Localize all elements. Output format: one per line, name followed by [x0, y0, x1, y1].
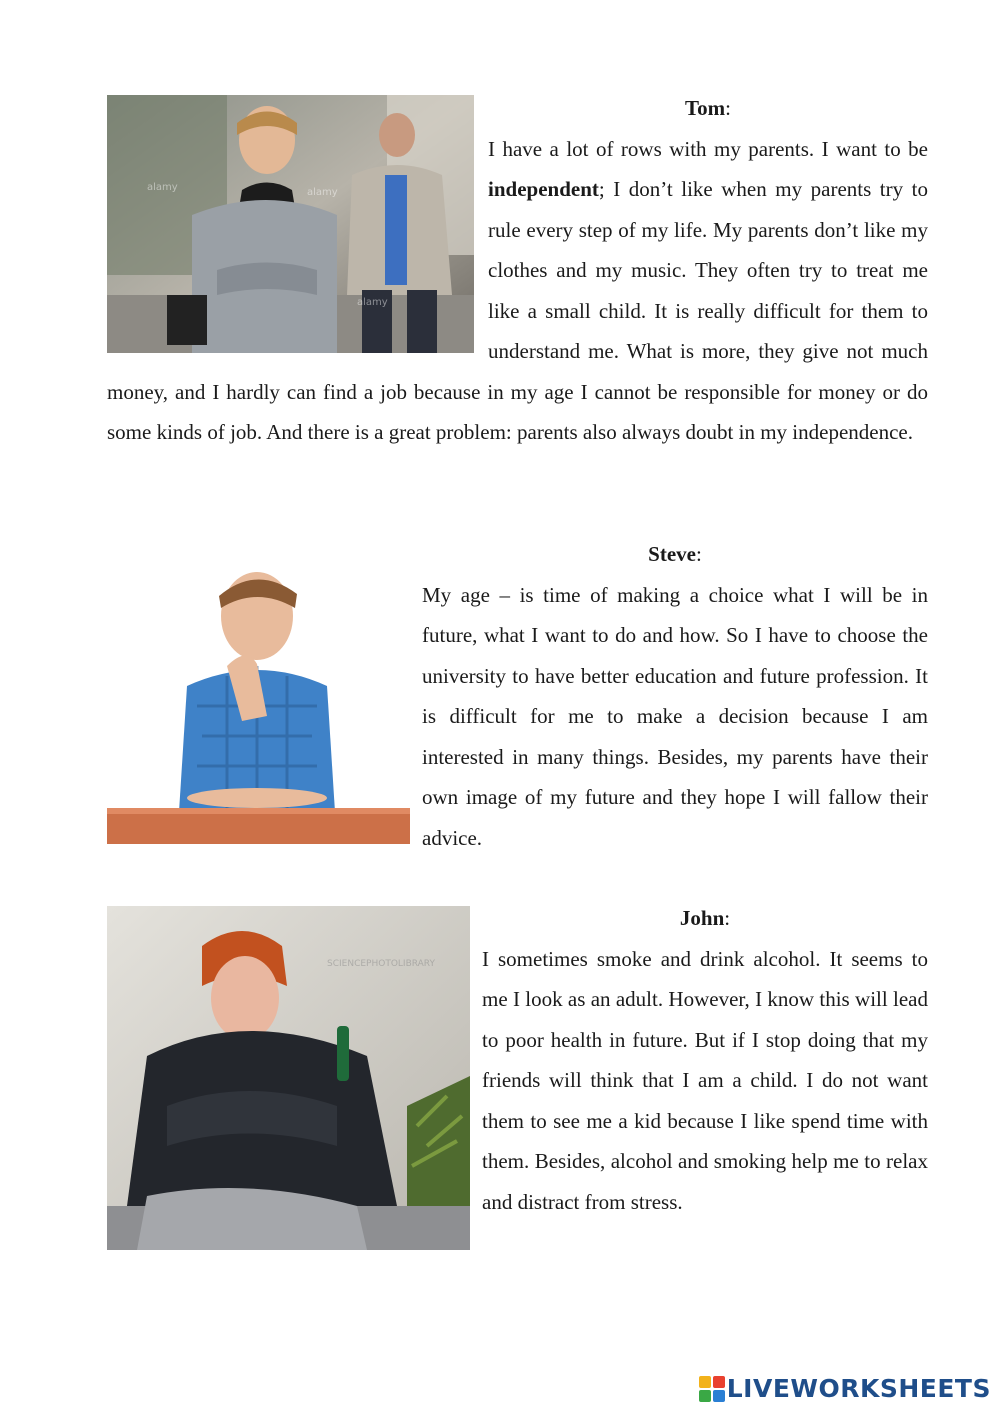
photo-steve-thinking: [107, 536, 410, 844]
svg-text:alamy: alamy: [147, 182, 178, 193]
paragraph-tom: I have a lot of rows with my parents. I want to be independent; I don’t like when my parents try to rule every step of my life. My parents don’t like my clothes and my music. They often try to treat me like a small child. It is really difficult for them to understand me. What is more, they give not much money, and I hardly can find a job because in my age I cannot be responsible for money or do some kinds of job. And there is a great problem: parents also always doubt in my independence.: [107, 136, 928, 444]
section-tom: [107, 88, 928, 453]
section-steve: [107, 534, 928, 858]
svg-text:alamy: alamy: [357, 297, 388, 308]
bold-word-independent: independent: [488, 177, 599, 201]
photo-john-sitting: [107, 906, 470, 1250]
liveworksheets-logo-text: LIVEWORKSHEETS: [726, 1374, 991, 1403]
svg-text:SCIENCEPHOTOLIBRARY: SCIENCEPHOTOLIBRARY: [327, 959, 435, 969]
speaker-name-john: John:: [679, 906, 731, 930]
paragraph-john: I sometimes smoke and drink alcohol. It seems to me I look as an adult. However, I know this will lead to poor health in future. But if I stop doing that my friends will think that I am a child. I do not want them to see me a kid because I like spend time with them. Besides, alcohol and smoking help me to relax and distract from stress.: [482, 946, 928, 1214]
liveworksheets-logo-icon: [699, 1376, 725, 1402]
liveworksheets-logo[interactable]: [699, 1374, 991, 1404]
svg-text:alamy: alamy: [307, 187, 338, 198]
speaker-name-steve: Steve:: [648, 542, 702, 566]
speaker-name-tom: Tom:: [685, 96, 731, 120]
photo-tom-with-father: [107, 95, 474, 353]
section-john: [107, 898, 928, 1250]
paragraph-steve: My age – is time of making a choice what I will be in future, what I want to do and how. So I have to choose the university to have better education and future profession. It is difficult for me to make a decision because I am interested in many things. Besides, my parents have their own image of my future and they hope I will fallow their advice.: [422, 582, 928, 850]
